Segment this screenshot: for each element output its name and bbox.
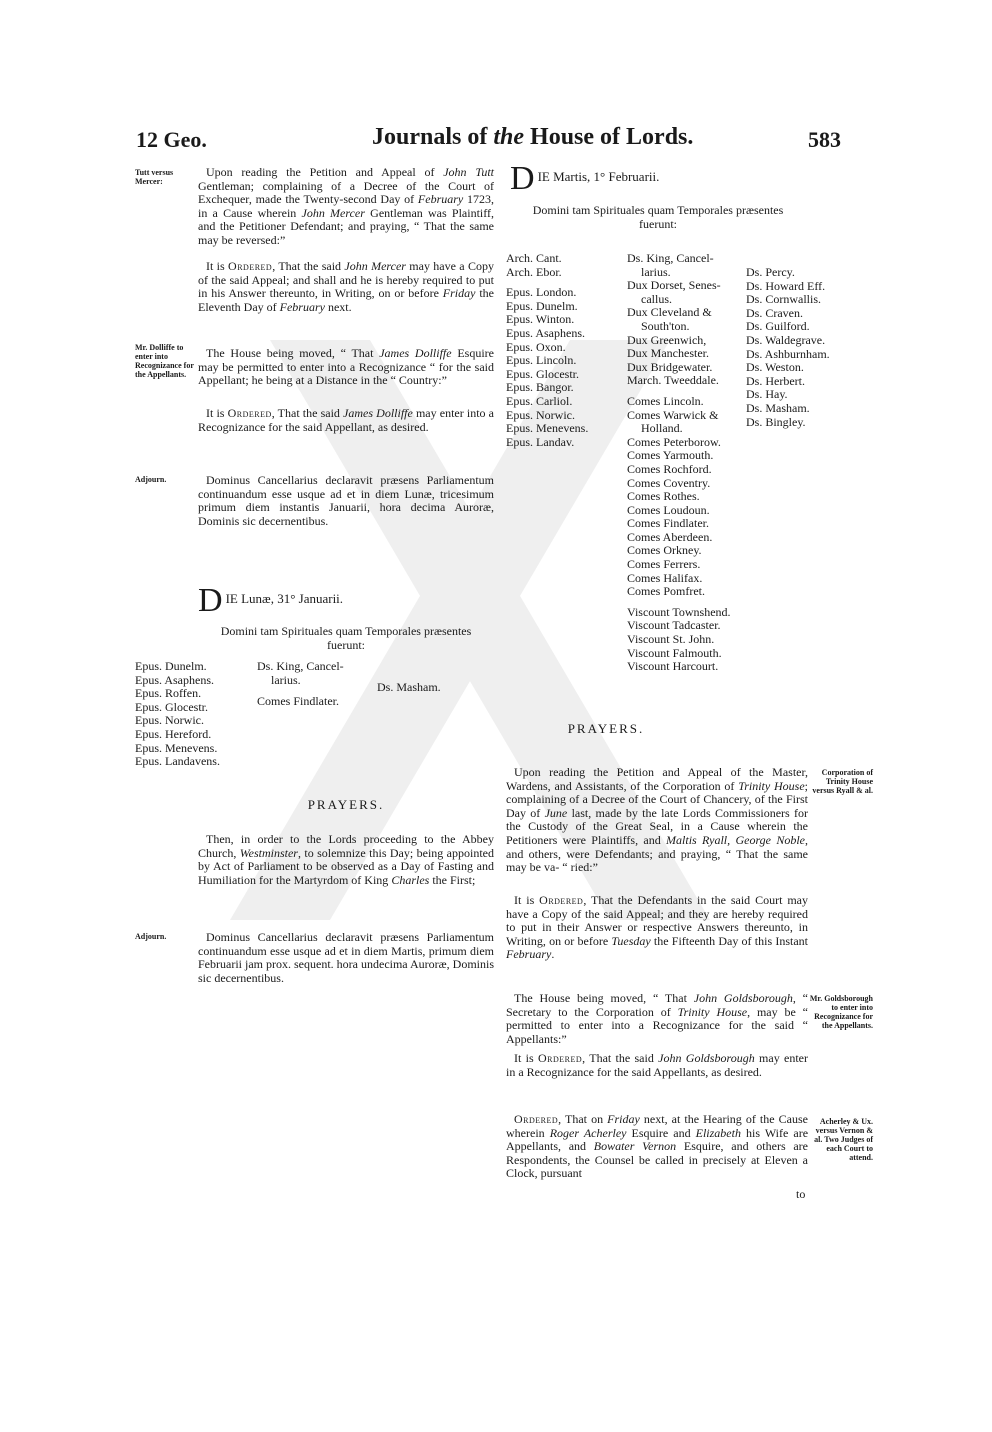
text: fuerunt: bbox=[639, 216, 677, 231]
right-col1-list bbox=[506, 252, 588, 449]
present-heading-left bbox=[198, 625, 494, 652]
list-item: Dux Manchester. bbox=[627, 346, 709, 361]
trinity-order bbox=[506, 894, 808, 962]
text: his Wife are Appellants, and bbox=[506, 1125, 809, 1154]
list-item: Ds. Weston. bbox=[746, 360, 804, 375]
list-item: Arch. Cant. bbox=[506, 251, 562, 265]
tutt-petition bbox=[198, 166, 494, 248]
drop-cap: D bbox=[198, 582, 223, 619]
trinity-petition bbox=[506, 766, 808, 875]
margin-note-tutt: Tutt versus Mercer: bbox=[135, 168, 174, 186]
text: ; complaining of a Decree of the Court of Chancery, of the First Day of bbox=[506, 778, 808, 820]
list-item: Epus. Roffen. bbox=[135, 686, 202, 701]
prayers-heading-left: PRAYERS. bbox=[307, 797, 385, 812]
list-item: Comes Aberdeen. bbox=[627, 529, 713, 544]
list-item: Ds. Percy. bbox=[746, 265, 795, 279]
text: Esquire may be permitted to enter into a Recognizance “ for the said Appellant; he being at a Distance in the “ Country:” bbox=[198, 346, 495, 388]
list-item: larius. bbox=[641, 264, 671, 279]
list-item: Ds. Masham. bbox=[377, 680, 441, 694]
list-item: Comes Rochford. bbox=[627, 461, 712, 476]
list-item: Comes Findlater. bbox=[257, 694, 339, 709]
text: Domini tam Spirituales quam Temporales præsentes bbox=[532, 203, 784, 217]
text: fuerunt: bbox=[327, 637, 365, 652]
list-item: Ds. Howard Eff. bbox=[746, 278, 826, 293]
list-item: Comes Ferrers. bbox=[627, 557, 701, 572]
text: Friday bbox=[442, 286, 476, 301]
list-item: Epus. Oxon. bbox=[506, 339, 566, 354]
text: Upon reading the Petition and Appeal of the Master, Wardens, and Assistants, of the Corporation of bbox=[506, 765, 808, 793]
text: last, made by the late Lords Commissioners for the Custody of the Great Seal, in a Cause wherein the Petitioners were Plaintiffs, and bbox=[506, 805, 808, 847]
text: John Mercer bbox=[344, 259, 406, 273]
running-head-title bbox=[372, 124, 694, 150]
goldsborough-motion bbox=[506, 992, 808, 1046]
text: , “ Secretary to the Corporation of bbox=[506, 991, 808, 1019]
list-item: Dux Cleveland & bbox=[627, 305, 712, 320]
list-item: Ds. Herbert. bbox=[746, 373, 805, 388]
text: 1723, in a Cause wherein bbox=[198, 192, 494, 220]
list-item: Viscount St. John. bbox=[627, 632, 715, 647]
list-item: Epus. Bangor. bbox=[506, 380, 574, 395]
list-item: Epus. Asaphens. bbox=[506, 325, 585, 340]
text: It is bbox=[206, 259, 229, 273]
text: John Goldsborough bbox=[693, 991, 793, 1005]
catchword: to bbox=[796, 1187, 806, 1201]
text: Ordered bbox=[537, 1051, 583, 1065]
list-item: Ds. Waldegrave. bbox=[746, 332, 826, 347]
list-item: Comes Yarmouth. bbox=[627, 448, 714, 463]
list-item: Dux Dorset, Senes- bbox=[627, 278, 721, 293]
text: Friday bbox=[607, 1112, 640, 1126]
list-item: Ds. Bingley. bbox=[746, 414, 806, 429]
text: James Dolliffe bbox=[343, 406, 413, 420]
list-item: Epus. London. bbox=[506, 285, 577, 300]
text: Gentleman; complaining of a Decree of the Court of Exchequer, made the Twenty-second Day of bbox=[198, 178, 494, 207]
title-the: the bbox=[493, 124, 525, 150]
margin-note-goldsborough: Mr. Goldsborough to enter into Recognizance for the Appellants. bbox=[809, 994, 873, 1030]
day-heading-martis bbox=[510, 160, 810, 197]
list-item: Comes Peterborow. bbox=[627, 434, 721, 449]
list-item: March. Tweeddale. bbox=[627, 373, 719, 388]
text: , That the Defendants in the said Court may have a Copy of the said Appeal; and they are hereby required to put in their Answer or respective Answers thereunto, in Writing, on or before bbox=[506, 893, 808, 948]
list-item: Ds. Masham. bbox=[746, 400, 810, 415]
right-col2-list bbox=[627, 252, 731, 674]
running-head-left: 12 Geo. bbox=[136, 127, 207, 152]
text: Tuesday bbox=[611, 933, 651, 948]
list-item: Epus. Lincoln. bbox=[506, 353, 577, 368]
list-item: Ds. Hay. bbox=[746, 387, 788, 402]
text: The House being moved, “ That bbox=[514, 991, 694, 1005]
text: next. bbox=[324, 299, 352, 314]
list-item: Epus. Dunelm. bbox=[135, 659, 207, 673]
lords-mid-left bbox=[257, 660, 344, 709]
list-item: Epus. Menevens. bbox=[506, 421, 589, 436]
list-item: Viscount Tadcaster. bbox=[627, 618, 721, 633]
text: IE Martis, 1° Februarii. bbox=[537, 169, 660, 184]
text: John Goldsborough bbox=[658, 1051, 755, 1065]
list-item: Ds. Guilford. bbox=[746, 319, 810, 334]
text: June bbox=[544, 805, 568, 820]
text: the Fifteenth Day of this Instant bbox=[650, 933, 808, 948]
list-item: Comes Loudoun. bbox=[627, 502, 710, 517]
text: Charles bbox=[391, 872, 430, 887]
text: John Tutt bbox=[443, 165, 494, 179]
text: may enter in a Recognizance for the said Appellants, as desired. bbox=[506, 1051, 808, 1079]
text: The House being moved, “ That bbox=[206, 346, 380, 360]
list-item: Dux Greenwich, bbox=[627, 332, 707, 347]
list-item: Arch. Ebor. bbox=[506, 264, 562, 279]
list-item: Ds. King, Cancel- bbox=[627, 251, 714, 265]
list-item: Holland. bbox=[641, 421, 683, 436]
page-number: 583 bbox=[808, 127, 841, 152]
prayers-heading-right: PRAYERS. bbox=[567, 721, 645, 736]
text: Elizabeth bbox=[695, 1125, 741, 1140]
text: . bbox=[551, 947, 555, 962]
text: It is bbox=[514, 1051, 538, 1065]
text: It is bbox=[514, 893, 540, 907]
list-item: larius. bbox=[271, 672, 301, 687]
text: Then, in order to the Lords proceeding to the Abbey Church, bbox=[198, 832, 494, 860]
text: Bowater Vernon bbox=[593, 1139, 677, 1154]
list-item: Comes Warwick & bbox=[627, 407, 719, 422]
text: February bbox=[279, 299, 325, 314]
text: James Dolliffe bbox=[379, 346, 452, 360]
dolliffe-motion bbox=[198, 347, 494, 388]
text: next, at the Hearing of the Cause wherein bbox=[506, 1112, 808, 1140]
text: Ordered bbox=[514, 1112, 559, 1126]
text: Roger Acherley bbox=[549, 1125, 627, 1140]
list-item: Ds. Craven. bbox=[746, 305, 803, 320]
text: , may be “ permitted to enter into a Recognizance for the said “ Appellants:” bbox=[506, 1004, 808, 1046]
right-col3-list bbox=[746, 266, 830, 429]
margin-note-trinity: Corporation of Trinity House versus Ryall & al. bbox=[812, 768, 873, 795]
text: Domini tam Spirituales quam Temporales præsentes bbox=[220, 624, 472, 638]
text: February bbox=[506, 947, 552, 962]
text: Gentleman was Plaintiff, and the Petitioner Defendant; and praying, “ That the same may be reversed:” bbox=[198, 205, 495, 247]
list-item: Epus. Menevens. bbox=[135, 740, 218, 755]
list-item: Comes Pomfret. bbox=[627, 584, 705, 599]
text: , That the said bbox=[582, 1051, 659, 1065]
tutt-order bbox=[198, 260, 494, 314]
list-item: Viscount Harcourt. bbox=[627, 659, 719, 674]
list-item: Epus. Asaphens. bbox=[135, 672, 214, 687]
text: Trinity House bbox=[677, 1004, 748, 1019]
list-item: Epus. Hereford. bbox=[135, 726, 212, 741]
list-item: Ds. Cornwallis. bbox=[746, 292, 821, 307]
list-item: Epus. Winton. bbox=[506, 312, 575, 327]
list-item: Epus. Carliol. bbox=[506, 393, 573, 408]
list-item: Comes Rothes. bbox=[627, 489, 700, 504]
goldsborough-order bbox=[506, 1052, 808, 1079]
adjournment-1: Dominus Cancellarius declaravit præsens Parliamentum continuandum esse usque ad et in diem Lunæ, tricesimum primum diem instantis Januarii, hora decima Auroræ, Dominis sic decernentibus. bbox=[198, 473, 494, 528]
list-item: Epus. Norwic. bbox=[506, 407, 575, 422]
masham-left bbox=[377, 681, 441, 695]
text: Ordered bbox=[227, 406, 272, 420]
list-item: Ds. Ashburnham. bbox=[746, 346, 830, 361]
margin-note-dolliffe: Mr. Dolliffe to enter into Recognizance for the Appellants. bbox=[135, 343, 194, 379]
list-item: Epus. Landav. bbox=[506, 434, 575, 449]
text: the Eleventh Day of bbox=[198, 286, 494, 314]
text: Maltis Ryall, George Noble bbox=[666, 832, 806, 847]
text: the First; bbox=[429, 872, 476, 887]
margin-note-adjourn-2: Adjourn. bbox=[135, 932, 167, 941]
text: may enter into a Recognizance for the said Appellant, as desired. bbox=[198, 406, 494, 434]
text: Ordered bbox=[228, 259, 273, 273]
margin-note-acherley: Acherley & Ux. versus Vernon & al. Two Judges of each Court to attend. bbox=[814, 1117, 873, 1162]
list-item: Comes Lincoln. bbox=[627, 393, 704, 408]
text: It is bbox=[206, 406, 228, 420]
text: , and others, were Defendants; and praying, “ That the same may be va- “ ried:” bbox=[506, 832, 809, 875]
bishops-list-left bbox=[135, 660, 220, 769]
list-item: South'ton. bbox=[641, 318, 690, 333]
text: IE Lunæ, 31° Januarii. bbox=[225, 591, 344, 606]
acherley-order bbox=[506, 1113, 808, 1181]
text: Trinity House bbox=[738, 778, 805, 793]
text: , to solemnize this Day; being appointed by Act of Parliament to be observed as a Day of Fasting and Humiliation for the Martyrdom of King bbox=[198, 845, 494, 887]
title-part: House of Lords. bbox=[524, 124, 694, 150]
list-item: Comes Findlater. bbox=[627, 516, 709, 531]
list-item: Epus. Glocestr. bbox=[135, 699, 208, 714]
text: Esquire, and others are Respondents, the Counsel be called in precisely at Eleven a Clock, pursuant bbox=[506, 1139, 808, 1181]
text: Ordered bbox=[539, 893, 584, 907]
text: February bbox=[417, 192, 464, 207]
text: John Mercer bbox=[301, 205, 365, 220]
list-item: Epus. Glocestr. bbox=[506, 366, 579, 381]
list-item: Ds. King, Cancel- bbox=[257, 659, 344, 673]
adjournment-2: Dominus Cancellarius declaravit præsens Parliamentum continuandum esse usque ad et in diem Martis, primum diem Februarii jam prox. sequent. hora undecima Auroræ, Dominis sic decernentibus. bbox=[198, 930, 494, 985]
drop-cap: D bbox=[510, 160, 535, 197]
list-item: Comes Orkney. bbox=[627, 543, 702, 558]
text: , That the said bbox=[271, 406, 344, 420]
text: Esquire and bbox=[626, 1125, 696, 1140]
text: may have a Copy of the said Appeal; and shall and he is hereby required to put in his Answer thereunto, in Writing, on or before bbox=[198, 259, 494, 301]
list-item: Comes Halifax. bbox=[627, 570, 703, 585]
list-item: Epus. Norwic. bbox=[135, 713, 204, 728]
list-item: Epus. Dunelm. bbox=[506, 298, 578, 313]
list-item: callus. bbox=[641, 291, 672, 306]
day-heading-lunae bbox=[198, 582, 498, 619]
list-item: Viscount Townshend. bbox=[627, 604, 731, 619]
list-item: Viscount Falmouth. bbox=[627, 645, 722, 660]
text: , That the said bbox=[272, 259, 345, 273]
present-heading-right bbox=[506, 204, 810, 231]
dolliffe-order bbox=[198, 407, 494, 434]
list-item: Dux Bridgewater. bbox=[627, 359, 713, 374]
list-item: Epus. Landavens. bbox=[135, 754, 220, 769]
text: Westminster bbox=[239, 845, 298, 860]
text: Upon reading the Petition and Appeal of bbox=[206, 165, 444, 179]
title-part: Journals of bbox=[372, 124, 494, 150]
prayers-text-left bbox=[198, 833, 494, 887]
margin-note-adjourn-1: Adjourn. bbox=[135, 475, 167, 484]
list-item: Comes Coventry. bbox=[627, 475, 711, 490]
text: , That on bbox=[558, 1112, 608, 1126]
